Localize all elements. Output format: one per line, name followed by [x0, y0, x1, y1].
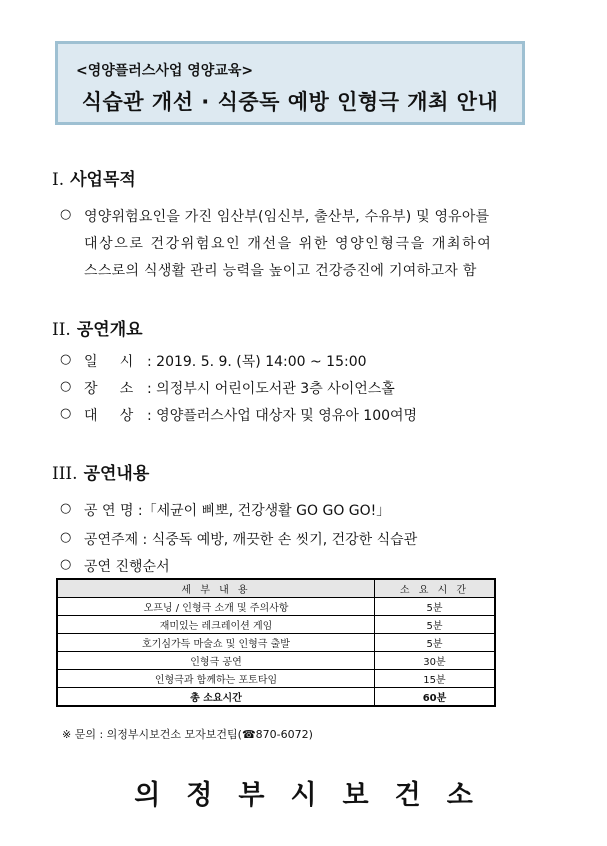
section-number: I. — [52, 170, 65, 190]
overview-label-place: 장 소 — [84, 381, 134, 397]
section-heading-content — [52, 459, 149, 484]
bullet-icon: ○ — [60, 379, 72, 394]
overview-label-target: 대 상 — [84, 408, 134, 424]
section-title: 공연내용 — [83, 464, 150, 484]
issuer-name: 의정부시보건소 — [134, 780, 499, 811]
bullet-icon: ○ — [60, 207, 72, 222]
bullet-icon: ○ — [60, 406, 72, 421]
section-heading-purpose — [52, 165, 136, 190]
content-order-line: 공연 진행순서 — [84, 559, 170, 575]
purpose-line-2: 대상으로 건강위험요인 개선을 위한 영양인형극을 개최하여 — [84, 236, 493, 252]
overview-value-place: : 의정부시 어린이도서관 3층 사이언스홀 — [147, 381, 395, 397]
overview-value-datetime: : 2019. 5. 9. (목) 14:00 ~ 15:00 — [147, 354, 367, 370]
table-row — [57, 598, 495, 616]
table-total-row — [57, 688, 495, 707]
table-cell-duration: 30분 — [375, 652, 496, 670]
overview-value-target: : 영양플러스사업 대상자 및 영유아 100여명 — [147, 408, 418, 424]
table-cell-duration: 15분 — [375, 670, 496, 688]
table-row — [57, 634, 495, 652]
purpose-line-3: 스스로의 식생활 관리 능력을 높이고 건강증진에 기여하고자 함 — [84, 263, 477, 279]
program-schedule-table — [56, 578, 496, 707]
table-cell-duration: 5분 — [375, 598, 496, 616]
section-title: 공연개요 — [76, 320, 143, 340]
section-number: II. — [52, 320, 71, 340]
section-heading-overview — [52, 315, 143, 340]
table-cell-detail: 재미있는 레크레이션 게임 — [57, 616, 375, 634]
table-cell-detail: 인형극과 함께하는 포토타임 — [57, 670, 375, 688]
bullet-icon: ○ — [60, 501, 72, 516]
section-number: III. — [52, 464, 78, 484]
table-header-detail: 세 부 내 용 — [57, 579, 375, 598]
purpose-line-1: 영양위험요인을 가진 임산부(임신부, 출산부, 수유부) 및 영유아를 — [84, 209, 490, 225]
table-cell-detail: 호기심가득 마술쇼 및 인형극 출발 — [57, 634, 375, 652]
table-row — [57, 616, 495, 634]
bullet-icon: ○ — [60, 530, 72, 545]
content-theme-line: 공연주제 : 식중독 예방, 깨끗한 손 씻기, 건강한 식습관 — [84, 532, 418, 548]
contact-note: ※ 문의 : 의정부시보건소 모자보건팀(☎870-6072) — [62, 728, 313, 741]
table-cell-detail: 오프닝 / 인형극 소개 및 주의사항 — [57, 598, 375, 616]
content-title-line: 공 연 명 :「세균이 삐뽀, 건강생활 GO GO GO!」 — [84, 503, 391, 519]
table-cell-duration: 5분 — [375, 634, 496, 652]
table-row — [57, 670, 495, 688]
table-row — [57, 652, 495, 670]
table-cell-detail: 총 소요시간 — [57, 688, 375, 707]
overview-label-datetime: 일 시 — [84, 354, 134, 370]
table-cell-duration: 5분 — [375, 616, 496, 634]
table-cell-detail: 인형극 공연 — [57, 652, 375, 670]
table-header-row — [57, 579, 495, 598]
section-title: 사업목적 — [70, 170, 136, 190]
bullet-icon: ○ — [60, 557, 72, 572]
document-title: 식습관 개선 · 식중독 예방 인형극 개최 안내 — [81, 90, 499, 114]
title-box — [55, 41, 525, 125]
table-cell-duration: 60분 — [375, 688, 496, 707]
document-subtitle: <영양플러스사업 영양교육> — [76, 63, 254, 79]
table-header-duration: 소 요 시 간 — [375, 579, 496, 598]
bullet-icon: ○ — [60, 352, 72, 367]
